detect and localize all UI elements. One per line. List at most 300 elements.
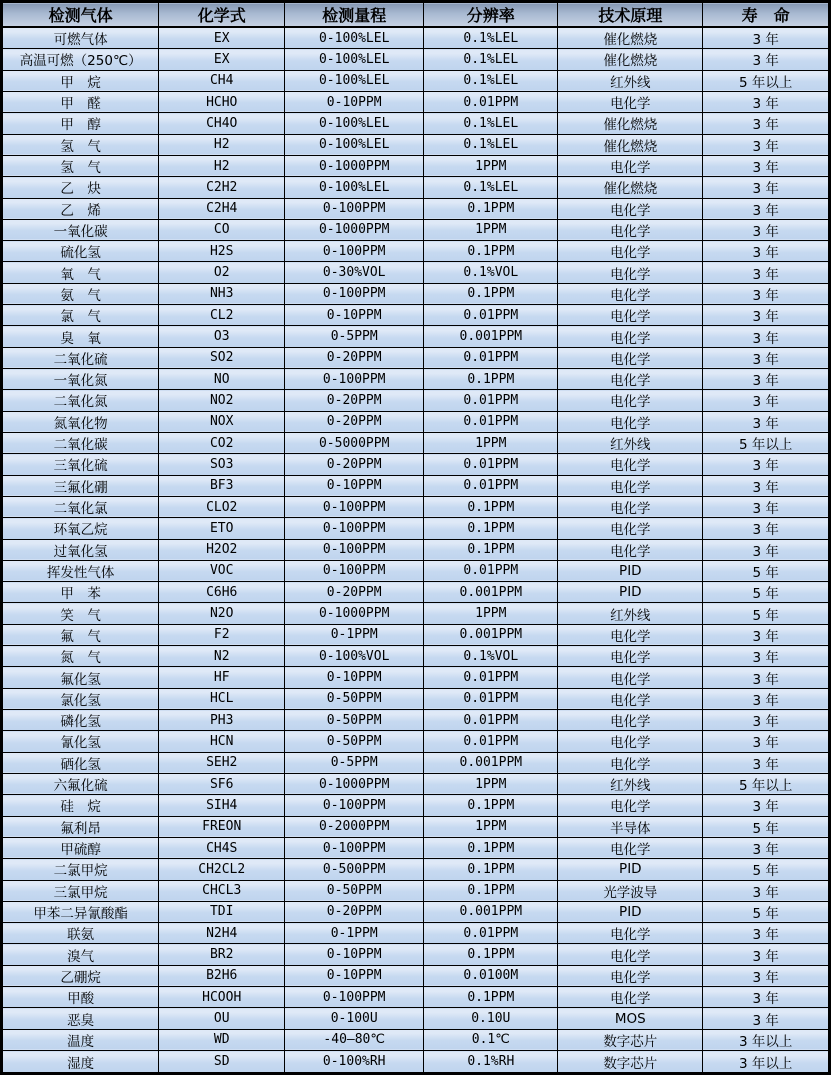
table-row: [2, 816, 830, 837]
range-cell: 0-10PPM: [285, 667, 424, 688]
column-header-lifespan: 寿 命: [703, 2, 830, 28]
resolution-cell: 0.1%RH: [424, 1051, 558, 1074]
gas-name-cell: 环氧乙烷: [2, 518, 159, 539]
range-cell: 0-100%LEL: [285, 134, 424, 155]
table-row: [2, 880, 830, 901]
table-row: [2, 560, 830, 581]
range-cell: 0-10PPM: [285, 944, 424, 965]
principle-cell: 电化学: [558, 262, 703, 283]
resolution-cell: 0.01PPM: [424, 454, 558, 475]
range-cell: 0-100U: [285, 1008, 424, 1029]
resolution-cell: 0.10U: [424, 1008, 558, 1029]
range-cell: 0-20PPM: [285, 582, 424, 603]
range-cell: 0-5PPM: [285, 752, 424, 773]
resolution-cell: 1PPM: [424, 155, 558, 176]
principle-cell: 电化学: [558, 539, 703, 560]
table-row: [2, 369, 830, 390]
column-header-resolution: 分辨率: [424, 2, 558, 28]
column-header-principle: 技术原理: [558, 2, 703, 28]
range-cell: 0-100%LEL: [285, 177, 424, 198]
principle-cell: 电化学: [558, 326, 703, 347]
formula-cell: N2O: [159, 603, 285, 624]
principle-cell: 电化学: [558, 454, 703, 475]
table-row: [2, 454, 830, 475]
principle-cell: 电化学: [558, 241, 703, 262]
table-row: [2, 965, 830, 986]
resolution-cell: 0.1%LEL: [424, 177, 558, 198]
range-cell: 0-100PPM: [285, 241, 424, 262]
formula-cell: VOC: [159, 560, 285, 581]
gas-name-cell: 高温可燃（250℃）: [2, 49, 159, 70]
principle-cell: 电化学: [558, 305, 703, 326]
lifespan-cell: 3 年: [703, 475, 830, 496]
principle-cell: 电化学: [558, 411, 703, 432]
formula-cell: NO: [159, 369, 285, 390]
formula-cell: SD: [159, 1051, 285, 1074]
range-cell: 0-100PPM: [285, 837, 424, 858]
table-row: [2, 49, 830, 70]
gas-name-cell: 三氟化硼: [2, 475, 159, 496]
range-cell: 0-10PPM: [285, 305, 424, 326]
resolution-cell: 0.1%VOL: [424, 262, 558, 283]
lifespan-cell: 3 年: [703, 155, 830, 176]
resolution-cell: 0.01PPM: [424, 305, 558, 326]
lifespan-cell: 5 年以上: [703, 432, 830, 453]
table-row: [2, 219, 830, 240]
principle-cell: 电化学: [558, 752, 703, 773]
gas-name-cell: 二氧化氯: [2, 496, 159, 517]
table-row: [2, 326, 830, 347]
principle-cell: 电化学: [558, 283, 703, 304]
formula-cell: F2: [159, 624, 285, 645]
principle-cell: 电化学: [558, 496, 703, 517]
table-row: [2, 155, 830, 176]
lifespan-cell: 3 年: [703, 219, 830, 240]
formula-cell: PH3: [159, 710, 285, 731]
lifespan-cell: 3 年: [703, 262, 830, 283]
gas-name-cell: 三氯甲烷: [2, 880, 159, 901]
formula-cell: OU: [159, 1008, 285, 1029]
formula-cell: C2H4: [159, 198, 285, 219]
table-row: [2, 859, 830, 880]
gas-name-cell: 二氧化氮: [2, 390, 159, 411]
principle-cell: 催化燃烧: [558, 134, 703, 155]
formula-cell: HF: [159, 667, 285, 688]
formula-cell: CH2CL2: [159, 859, 285, 880]
formula-cell: CLO2: [159, 496, 285, 517]
principle-cell: 光学波导: [558, 880, 703, 901]
resolution-cell: 1PPM: [424, 603, 558, 624]
lifespan-cell: 3 年: [703, 347, 830, 368]
principle-cell: 电化学: [558, 795, 703, 816]
gas-name-cell: 甲酸: [2, 987, 159, 1008]
formula-cell: ETO: [159, 518, 285, 539]
gas-name-cell: 甲 醛: [2, 91, 159, 112]
table-row: [2, 603, 830, 624]
principle-cell: MOS: [558, 1008, 703, 1029]
table-row: [2, 752, 830, 773]
lifespan-cell: 3 年: [703, 411, 830, 432]
resolution-cell: 0.01PPM: [424, 710, 558, 731]
column-header-gas-name: 检测气体: [2, 2, 159, 28]
resolution-cell: 0.1PPM: [424, 496, 558, 517]
range-cell: 0-100PPM: [285, 518, 424, 539]
range-cell: 0-100%RH: [285, 1051, 424, 1074]
resolution-cell: 0.001PPM: [424, 901, 558, 922]
lifespan-cell: 3 年: [703, 177, 830, 198]
resolution-cell: 0.1℃: [424, 1029, 558, 1050]
gas-name-cell: 联氨: [2, 923, 159, 944]
gas-name-cell: 甲苯二异氰酸酯: [2, 901, 159, 922]
principle-cell: 电化学: [558, 731, 703, 752]
range-cell: 0-5000PPM: [285, 432, 424, 453]
resolution-cell: 0.001PPM: [424, 624, 558, 645]
range-cell: 0-100PPM: [285, 496, 424, 517]
lifespan-cell: 3 年: [703, 752, 830, 773]
gas-name-cell: 甲 烷: [2, 70, 159, 91]
range-cell: 0-50PPM: [285, 710, 424, 731]
gas-name-cell: 氯化氢: [2, 688, 159, 709]
table-row: [2, 539, 830, 560]
resolution-cell: 0.01PPM: [424, 347, 558, 368]
gas-name-cell: 一氧化氮: [2, 369, 159, 390]
principle-cell: 电化学: [558, 198, 703, 219]
lifespan-cell: 3 年: [703, 624, 830, 645]
principle-cell: 半导体: [558, 816, 703, 837]
gas-name-cell: 氟利昂: [2, 816, 159, 837]
table-body: [2, 27, 830, 1074]
table-row: [2, 944, 830, 965]
formula-cell: B2H6: [159, 965, 285, 986]
table-row: [2, 198, 830, 219]
gas-name-cell: 氯 气: [2, 305, 159, 326]
lifespan-cell: 3 年: [703, 241, 830, 262]
gas-name-cell: 氮氧化物: [2, 411, 159, 432]
formula-cell: N2: [159, 646, 285, 667]
table-row: [2, 475, 830, 496]
lifespan-cell: 3 年: [703, 965, 830, 986]
formula-cell: BF3: [159, 475, 285, 496]
resolution-cell: 0.1%VOL: [424, 646, 558, 667]
range-cell: 0-100%LEL: [285, 27, 424, 49]
resolution-cell: 0.1PPM: [424, 518, 558, 539]
lifespan-cell: 3 年: [703, 795, 830, 816]
range-cell: 0-1000PPM: [285, 603, 424, 624]
formula-cell: NO2: [159, 390, 285, 411]
range-cell: 0-500PPM: [285, 859, 424, 880]
formula-cell: HCN: [159, 731, 285, 752]
resolution-cell: 0.01PPM: [424, 475, 558, 496]
table-row: [2, 241, 830, 262]
gas-name-cell: 甲硫醇: [2, 837, 159, 858]
gas-name-cell: 恶臭: [2, 1008, 159, 1029]
range-cell: 0-50PPM: [285, 688, 424, 709]
principle-cell: 电化学: [558, 624, 703, 645]
formula-cell: NH3: [159, 283, 285, 304]
lifespan-cell: 3 年: [703, 27, 830, 49]
table-row: [2, 177, 830, 198]
formula-cell: CL2: [159, 305, 285, 326]
table-row: [2, 1029, 830, 1050]
table-row: [2, 113, 830, 134]
range-cell: 0-10PPM: [285, 91, 424, 112]
resolution-cell: 0.1%LEL: [424, 49, 558, 70]
lifespan-cell: 3 年: [703, 731, 830, 752]
table-row: [2, 795, 830, 816]
formula-cell: H2: [159, 134, 285, 155]
gas-name-cell: 乙硼烷: [2, 965, 159, 986]
lifespan-cell: 3 年: [703, 91, 830, 112]
principle-cell: 电化学: [558, 91, 703, 112]
lifespan-cell: 3 年: [703, 113, 830, 134]
lifespan-cell: 3 年: [703, 134, 830, 155]
formula-cell: O3: [159, 326, 285, 347]
principle-cell: 电化学: [558, 347, 703, 368]
principle-cell: 红外线: [558, 70, 703, 91]
lifespan-cell: 3 年: [703, 880, 830, 901]
principle-cell: 红外线: [558, 603, 703, 624]
range-cell: 0-30%VOL: [285, 262, 424, 283]
gas-name-cell: 硫化氢: [2, 241, 159, 262]
resolution-cell: 0.1%LEL: [424, 27, 558, 49]
lifespan-cell: 3 年: [703, 667, 830, 688]
lifespan-cell: 5 年以上: [703, 70, 830, 91]
lifespan-cell: 3 年: [703, 454, 830, 475]
lifespan-cell: 3 年: [703, 518, 830, 539]
lifespan-cell: 3 年: [703, 305, 830, 326]
formula-cell: CO2: [159, 432, 285, 453]
lifespan-cell: 3 年: [703, 198, 830, 219]
lifespan-cell: 5 年以上: [703, 773, 830, 794]
table-row: [2, 70, 830, 91]
table-row: [2, 987, 830, 1008]
lifespan-cell: 3 年: [703, 710, 830, 731]
gas-name-cell: 氟 气: [2, 624, 159, 645]
resolution-cell: 0.001PPM: [424, 582, 558, 603]
table-row: [2, 773, 830, 794]
formula-cell: CH4: [159, 70, 285, 91]
lifespan-cell: 3 年: [703, 688, 830, 709]
resolution-cell: 0.01PPM: [424, 390, 558, 411]
gas-name-cell: 一氧化碳: [2, 219, 159, 240]
formula-cell: SIH4: [159, 795, 285, 816]
principle-cell: 电化学: [558, 965, 703, 986]
resolution-cell: 0.1%LEL: [424, 134, 558, 155]
lifespan-cell: 3 年: [703, 923, 830, 944]
gas-name-cell: 硅 烷: [2, 795, 159, 816]
table-row: [2, 305, 830, 326]
lifespan-cell: 3 年: [703, 49, 830, 70]
resolution-cell: 0.01PPM: [424, 688, 558, 709]
gas-name-cell: 乙 烯: [2, 198, 159, 219]
resolution-cell: 1PPM: [424, 219, 558, 240]
range-cell: 0-50PPM: [285, 731, 424, 752]
gas-name-cell: 臭 氧: [2, 326, 159, 347]
table-row: [2, 27, 830, 49]
range-cell: 0-100PPM: [285, 539, 424, 560]
resolution-cell: 1PPM: [424, 816, 558, 837]
lifespan-cell: 3 年: [703, 1008, 830, 1029]
principle-cell: 红外线: [558, 432, 703, 453]
principle-cell: PID: [558, 560, 703, 581]
lifespan-cell: 3 年: [703, 390, 830, 411]
header-row: [2, 2, 830, 28]
table-row: [2, 432, 830, 453]
table-row: [2, 518, 830, 539]
gas-name-cell: 二氧化硫: [2, 347, 159, 368]
formula-cell: NOX: [159, 411, 285, 432]
principle-cell: 电化学: [558, 837, 703, 858]
gas-name-cell: 挥发性气体: [2, 560, 159, 581]
resolution-cell: 0.1PPM: [424, 859, 558, 880]
resolution-cell: 0.1%LEL: [424, 70, 558, 91]
principle-cell: 电化学: [558, 646, 703, 667]
gas-name-cell: 氮 气: [2, 646, 159, 667]
principle-cell: 电化学: [558, 369, 703, 390]
formula-cell: EX: [159, 49, 285, 70]
lifespan-cell: 3 年: [703, 539, 830, 560]
range-cell: 0-10PPM: [285, 475, 424, 496]
resolution-cell: 0.01PPM: [424, 667, 558, 688]
formula-cell: HCHO: [159, 91, 285, 112]
table-row: [2, 1051, 830, 1074]
table-row: [2, 582, 830, 603]
lifespan-cell: 5 年: [703, 560, 830, 581]
resolution-cell: 0.001PPM: [424, 326, 558, 347]
lifespan-cell: 3 年: [703, 837, 830, 858]
principle-cell: 电化学: [558, 923, 703, 944]
principle-cell: 数字芯片: [558, 1029, 703, 1050]
lifespan-cell: 5 年: [703, 859, 830, 880]
lifespan-cell: 3 年: [703, 369, 830, 390]
resolution-cell: 1PPM: [424, 432, 558, 453]
table-row: [2, 923, 830, 944]
lifespan-cell: 3 年以上: [703, 1051, 830, 1074]
table-row: [2, 731, 830, 752]
principle-cell: 催化燃烧: [558, 49, 703, 70]
principle-cell: 催化燃烧: [558, 113, 703, 134]
range-cell: 0-100PPM: [285, 987, 424, 1008]
gas-name-cell: 甲 苯: [2, 582, 159, 603]
formula-cell: CH4S: [159, 837, 285, 858]
resolution-cell: 0.01PPM: [424, 731, 558, 752]
resolution-cell: 0.1PPM: [424, 987, 558, 1008]
table-row: [2, 667, 830, 688]
column-header-formula: 化学式: [159, 2, 285, 28]
gas-name-cell: 甲 醇: [2, 113, 159, 134]
principle-cell: 数字芯片: [558, 1051, 703, 1074]
gas-name-cell: 乙 炔: [2, 177, 159, 198]
gas-name-cell: 过氧化氢: [2, 539, 159, 560]
range-cell: 0-100PPM: [285, 198, 424, 219]
formula-cell: H2S: [159, 241, 285, 262]
gas-name-cell: 磷化氢: [2, 710, 159, 731]
gas-name-cell: 氰化氢: [2, 731, 159, 752]
formula-cell: TDI: [159, 901, 285, 922]
table-row: [2, 624, 830, 645]
range-cell: 0-20PPM: [285, 347, 424, 368]
table-row: [2, 646, 830, 667]
principle-cell: PID: [558, 901, 703, 922]
lifespan-cell: 3 年: [703, 987, 830, 1008]
resolution-cell: 0.1PPM: [424, 241, 558, 262]
lifespan-cell: 5 年: [703, 816, 830, 837]
table-row: [2, 688, 830, 709]
resolution-cell: 1PPM: [424, 773, 558, 794]
range-cell: 0-100PPM: [285, 795, 424, 816]
formula-cell: O2: [159, 262, 285, 283]
gas-name-cell: 溴气: [2, 944, 159, 965]
formula-cell: SO3: [159, 454, 285, 475]
principle-cell: 电化学: [558, 944, 703, 965]
gas-name-cell: 温度: [2, 1029, 159, 1050]
lifespan-cell: 5 年: [703, 901, 830, 922]
resolution-cell: 0.01PPM: [424, 560, 558, 581]
formula-cell: CH4O: [159, 113, 285, 134]
table-row: [2, 411, 830, 432]
resolution-cell: 0.1PPM: [424, 369, 558, 390]
formula-cell: HCOOH: [159, 987, 285, 1008]
gas-name-cell: 笑 气: [2, 603, 159, 624]
gas-name-cell: 氢 气: [2, 134, 159, 155]
principle-cell: PID: [558, 859, 703, 880]
resolution-cell: 0.01PPM: [424, 411, 558, 432]
principle-cell: 电化学: [558, 688, 703, 709]
range-cell: 0-1000PPM: [285, 773, 424, 794]
table-row: [2, 1008, 830, 1029]
table-row: [2, 91, 830, 112]
gas-name-cell: 六氟化硫: [2, 773, 159, 794]
lifespan-cell: 5 年: [703, 603, 830, 624]
gas-name-cell: 二氯甲烷: [2, 859, 159, 880]
formula-cell: CHCL3: [159, 880, 285, 901]
formula-cell: N2H4: [159, 923, 285, 944]
table-row: [2, 283, 830, 304]
gas-name-cell: 可燃气体: [2, 27, 159, 49]
column-header-range: 检测量程: [285, 2, 424, 28]
formula-cell: SEH2: [159, 752, 285, 773]
gas-name-cell: 硒化氢: [2, 752, 159, 773]
principle-cell: 电化学: [558, 518, 703, 539]
table-row: [2, 390, 830, 411]
principle-cell: 红外线: [558, 773, 703, 794]
range-cell: 0-100%VOL: [285, 646, 424, 667]
range-cell: 0-100%LEL: [285, 49, 424, 70]
range-cell: 0-100PPM: [285, 283, 424, 304]
resolution-cell: 0.001PPM: [424, 752, 558, 773]
resolution-cell: 0.01PPM: [424, 91, 558, 112]
principle-cell: 电化学: [558, 710, 703, 731]
range-cell: 0-100%LEL: [285, 113, 424, 134]
formula-cell: H2: [159, 155, 285, 176]
range-cell: 0-100%LEL: [285, 70, 424, 91]
table-row: [2, 496, 830, 517]
table-row: [2, 347, 830, 368]
lifespan-cell: 3 年: [703, 944, 830, 965]
table-row: [2, 837, 830, 858]
resolution-cell: 0.0100M: [424, 965, 558, 986]
resolution-cell: 0.1PPM: [424, 539, 558, 560]
gas-name-cell: 三氧化硫: [2, 454, 159, 475]
resolution-cell: 0.1PPM: [424, 837, 558, 858]
principle-cell: 电化学: [558, 987, 703, 1008]
principle-cell: 催化燃烧: [558, 177, 703, 198]
range-cell: 0-20PPM: [285, 901, 424, 922]
range-cell: 0-50PPM: [285, 880, 424, 901]
formula-cell: C2H2: [159, 177, 285, 198]
resolution-cell: 0.1PPM: [424, 944, 558, 965]
resolution-cell: 0.1PPM: [424, 795, 558, 816]
